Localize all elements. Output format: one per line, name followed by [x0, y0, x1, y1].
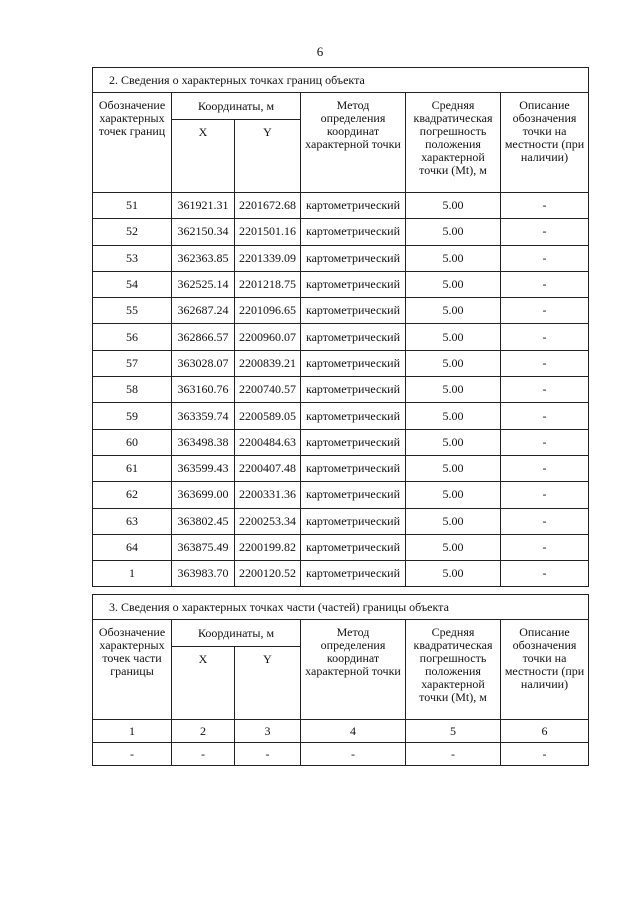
description-cell: - — [501, 482, 589, 508]
point-cell: 51 — [93, 193, 172, 219]
column-number: 4 — [301, 720, 406, 743]
y-cell: 2200484.63 — [235, 429, 301, 455]
x-header: X — [172, 120, 235, 193]
table-row — [93, 482, 589, 508]
x-header: X — [172, 647, 235, 720]
description-cell: - — [501, 324, 589, 350]
description-cell: - — [501, 455, 589, 481]
y-cell: 2200331.36 — [235, 482, 301, 508]
description-cell: - — [501, 350, 589, 376]
error-cell: 5.00 — [406, 403, 501, 429]
x-cell: 363875.49 — [172, 534, 235, 560]
y-cell: 2200120.52 — [235, 561, 301, 587]
y-cell: 2200839.21 — [235, 350, 301, 376]
x-cell: 363802.45 — [172, 508, 235, 534]
empty-cell: - — [301, 743, 406, 766]
description-cell: - — [501, 219, 589, 245]
error-cell: 5.00 — [406, 219, 501, 245]
empty-cell: - — [172, 743, 235, 766]
point-cell: 59 — [93, 403, 172, 429]
point-cell: 64 — [93, 534, 172, 560]
method-cell: картометрический — [301, 219, 406, 245]
coordinates-header: Координаты, м — [172, 93, 301, 120]
error-cell: 5.00 — [406, 429, 501, 455]
section3-title: 3. Сведения о характерных точках части (частей) границы объекта — [93, 595, 589, 620]
point-cell: 55 — [93, 298, 172, 324]
y-cell: 2200199.82 — [235, 534, 301, 560]
error-cell: 5.00 — [406, 534, 501, 560]
section2-title: 2. Сведения о характерных точках границ объекта — [93, 68, 589, 93]
column-number: 5 — [406, 720, 501, 743]
table-row — [93, 298, 589, 324]
description-cell: - — [501, 429, 589, 455]
table-row — [93, 324, 589, 350]
description-cell: - — [501, 403, 589, 429]
empty-cell: - — [93, 743, 172, 766]
error-cell: 5.00 — [406, 377, 501, 403]
method-cell: картометрический — [301, 455, 406, 481]
column-numbers-row — [93, 720, 589, 743]
method-cell: картометрический — [301, 403, 406, 429]
method-cell: картометрический — [301, 429, 406, 455]
method-cell: картометрический — [301, 298, 406, 324]
x-cell: 363028.07 — [172, 350, 235, 376]
y-cell: 2200407.48 — [235, 455, 301, 481]
x-cell: 362150.34 — [172, 219, 235, 245]
part-boundary-points-table — [92, 594, 589, 766]
method-cell: картометрический — [301, 193, 406, 219]
table-row — [93, 403, 589, 429]
boundary-points-table — [92, 67, 589, 587]
page-number: 6 — [316, 44, 324, 59]
y-cell: 2200740.57 — [235, 377, 301, 403]
empty-cell: - — [501, 743, 589, 766]
y-cell: 2201096.65 — [235, 298, 301, 324]
x-cell: 361921.31 — [172, 193, 235, 219]
designation-header: Обозначение характерных точек части границы — [93, 620, 172, 720]
point-cell: 63 — [93, 508, 172, 534]
coordinates-header: Координаты, м — [172, 620, 301, 647]
x-cell: 363983.70 — [172, 561, 235, 587]
point-cell: 1 — [93, 561, 172, 587]
y-cell: 2201501.16 — [235, 219, 301, 245]
description-header: Описание обозначения точки на местности (при наличии) — [501, 93, 589, 193]
x-cell: 362866.57 — [172, 324, 235, 350]
x-cell: 363498.38 — [172, 429, 235, 455]
x-cell: 363160.76 — [172, 377, 235, 403]
method-header: Метод определения координат характерной точки — [301, 93, 406, 193]
designation-header: Обозначение характерных точек границ — [93, 93, 172, 193]
table-row — [93, 245, 589, 271]
description-cell: - — [501, 245, 589, 271]
y-cell: 2200253.34 — [235, 508, 301, 534]
table-row — [93, 534, 589, 560]
method-cell: картометрический — [301, 482, 406, 508]
column-number: 1 — [93, 720, 172, 743]
empty-data-row — [93, 743, 589, 766]
x-cell: 362525.14 — [172, 271, 235, 297]
description-cell: - — [501, 534, 589, 560]
error-cell: 5.00 — [406, 193, 501, 219]
point-cell: 58 — [93, 377, 172, 403]
empty-cell: - — [235, 743, 301, 766]
x-cell: 363699.00 — [172, 482, 235, 508]
point-cell: 56 — [93, 324, 172, 350]
method-cell: картометрический — [301, 350, 406, 376]
point-cell: 53 — [93, 245, 172, 271]
table-row — [93, 350, 589, 376]
y-header: Y — [235, 120, 301, 193]
table-row — [93, 429, 589, 455]
table-row — [93, 377, 589, 403]
column-number: 3 — [235, 720, 301, 743]
y-cell: 2201672.68 — [235, 193, 301, 219]
method-cell: картометрический — [301, 245, 406, 271]
point-cell: 54 — [93, 271, 172, 297]
method-cell: картометрический — [301, 324, 406, 350]
column-number: 6 — [501, 720, 589, 743]
x-cell: 363359.74 — [172, 403, 235, 429]
description-cell: - — [501, 377, 589, 403]
error-cell: 5.00 — [406, 245, 501, 271]
error-cell: 5.00 — [406, 561, 501, 587]
description-cell: - — [501, 298, 589, 324]
error-cell: 5.00 — [406, 455, 501, 481]
description-header: Описание обозначения точки на местности (при наличии) — [501, 620, 589, 720]
method-cell: картометрический — [301, 508, 406, 534]
table-row — [93, 193, 589, 219]
method-header: Метод определения координат характерной точки — [301, 620, 406, 720]
description-cell: - — [501, 508, 589, 534]
x-cell: 363599.43 — [172, 455, 235, 481]
error-header: Средняя квадратическая погрешность положения характерной точки (Mt), м — [406, 620, 501, 720]
point-cell: 57 — [93, 350, 172, 376]
description-cell: - — [501, 271, 589, 297]
method-cell: картометрический — [301, 534, 406, 560]
x-cell: 362687.24 — [172, 298, 235, 324]
method-cell: картометрический — [301, 271, 406, 297]
point-cell: 61 — [93, 455, 172, 481]
table-row — [93, 508, 589, 534]
y-cell: 2200589.05 — [235, 403, 301, 429]
description-cell: - — [501, 193, 589, 219]
table-row — [93, 561, 589, 587]
y-header: Y — [235, 647, 301, 720]
y-cell: 2200960.07 — [235, 324, 301, 350]
table-row — [93, 455, 589, 481]
error-cell: 5.00 — [406, 350, 501, 376]
column-number: 2 — [172, 720, 235, 743]
point-cell: 52 — [93, 219, 172, 245]
error-cell: 5.00 — [406, 324, 501, 350]
error-cell: 5.00 — [406, 271, 501, 297]
table-row — [93, 271, 589, 297]
error-header: Средняя квадратическая погрешность положения характерной точки (Mt), м — [406, 93, 501, 193]
table-row — [93, 219, 589, 245]
description-cell: - — [501, 561, 589, 587]
y-cell: 2201218.75 — [235, 271, 301, 297]
y-cell: 2201339.09 — [235, 245, 301, 271]
error-cell: 5.00 — [406, 298, 501, 324]
error-cell: 5.00 — [406, 508, 501, 534]
empty-cell: - — [406, 743, 501, 766]
point-cell: 60 — [93, 429, 172, 455]
point-cell: 62 — [93, 482, 172, 508]
error-cell: 5.00 — [406, 482, 501, 508]
method-cell: картометрический — [301, 377, 406, 403]
method-cell: картометрический — [301, 561, 406, 587]
x-cell: 362363.85 — [172, 245, 235, 271]
